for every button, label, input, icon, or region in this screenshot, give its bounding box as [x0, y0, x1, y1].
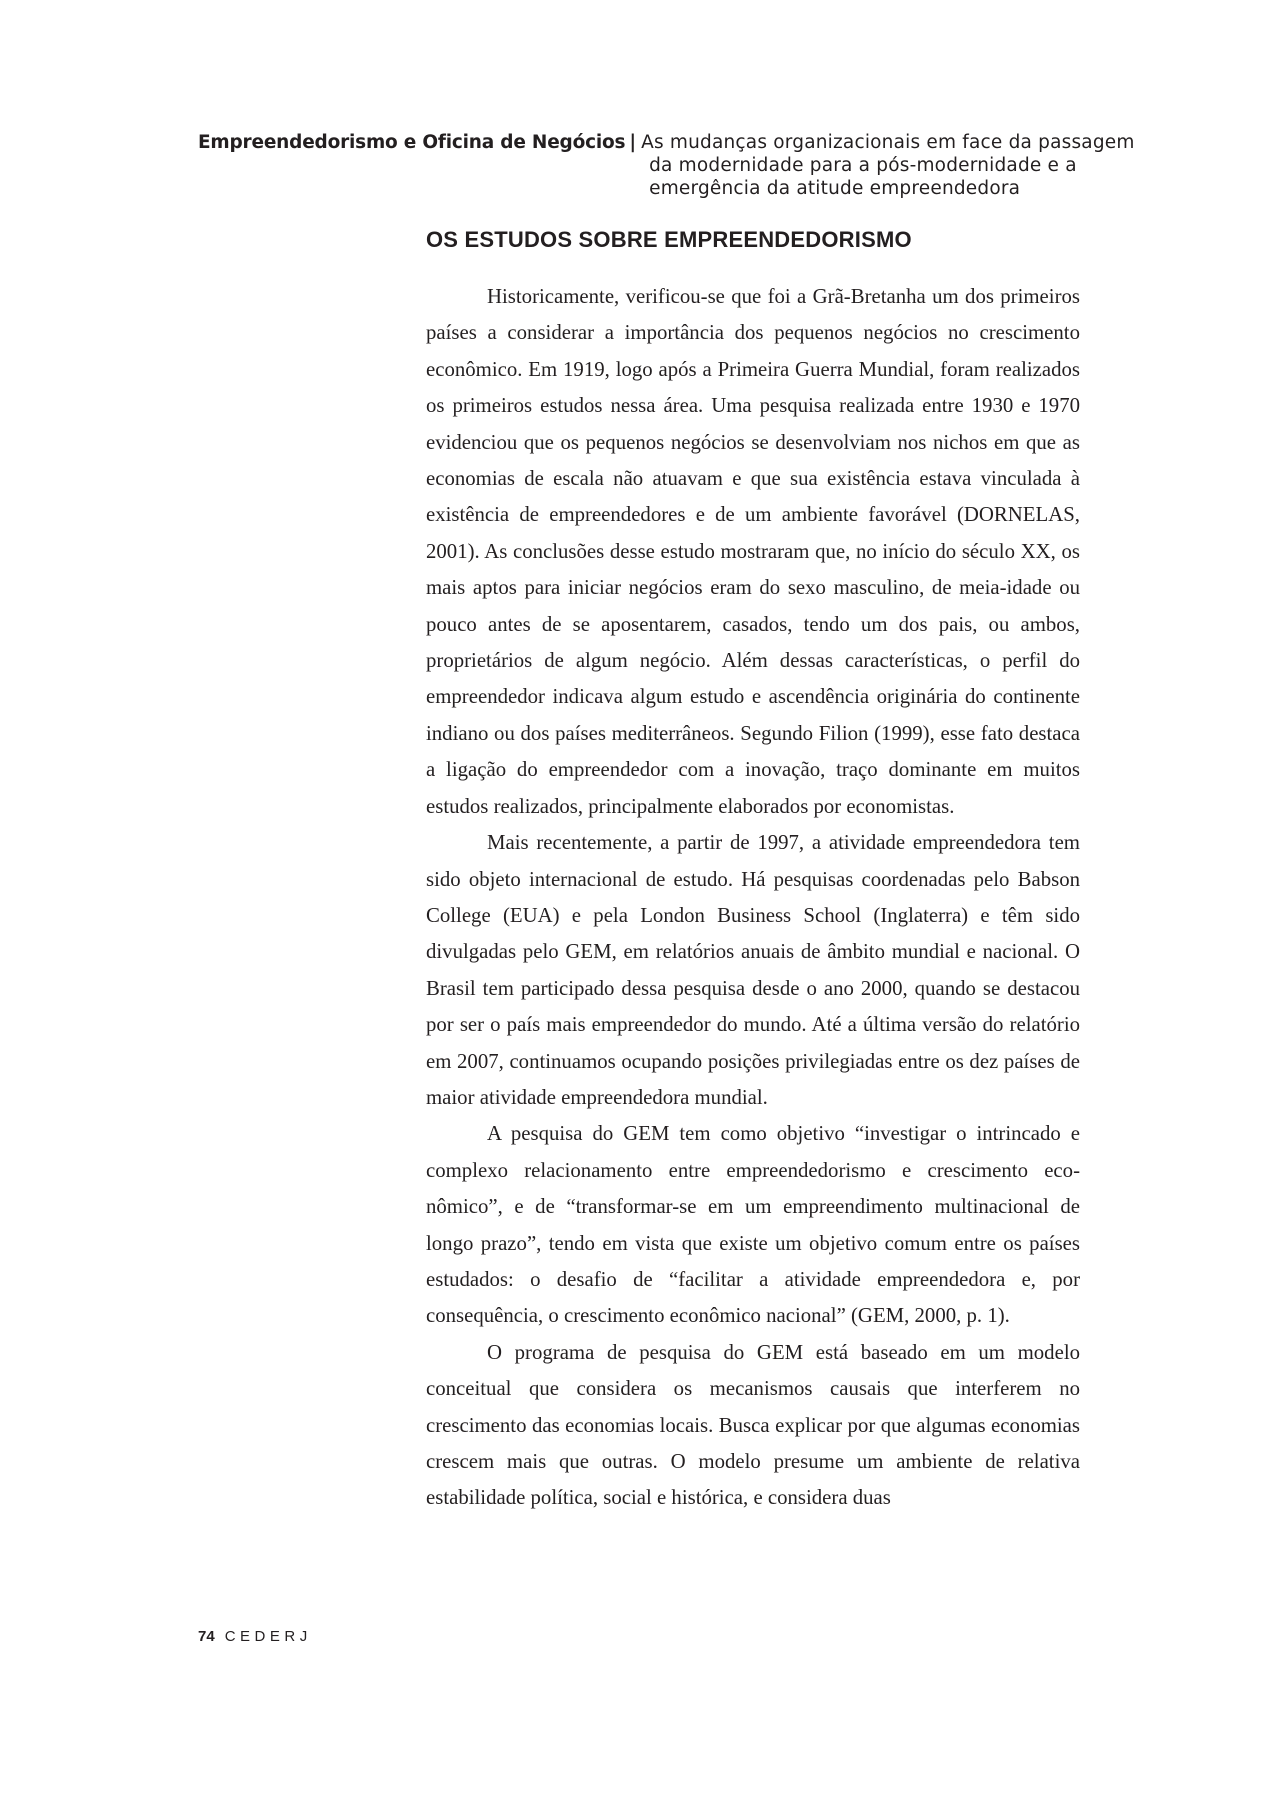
- header-chapter-title: [641, 131, 1134, 200]
- paragraph: A pesquisa do GEM tem como objetivo “investigar o intrincado e complexo relacionamento entre empreendedorismo e crescimento econômico”, e de “transformar-se em um empreendimento multinacional de longo prazo”, tendo em vista que existe um objetivo comum entre os países estudados: o desafio de “facilitar a atividade empreendedora e, por consequência, o crescimento econômico nacional” (GEM, 2000, p. 1).: [426, 1122, 1080, 1328]
- header-chapter-line: emergência da atitude empreendedora: [649, 178, 1021, 199]
- section-title: OS ESTUDOS SOBRE EMPREENDEDORISMO: [426, 227, 912, 252]
- body-text: [426, 279, 1080, 1517]
- institution-name: CEDERJ: [224, 1628, 312, 1645]
- header-separator: |: [629, 132, 637, 153]
- header-chapter-line: As mudanças organizacionais em face da passagem: [641, 132, 1135, 153]
- paragraph: Historicamente, verificou-se que foi a Grã-Bretanha um dos primeiros países a considerar a importância dos pequenos negócios no crescimento econômico. Em 1919, logo após a Primeira Guerra Mundial, foram realizados os primeiros estudos nessa área. Uma pesquisa realizada entre 1930 e 1970 evidenciou que os pequenos negócios se desenvolviam nos nichos em que as economias de escala não atuavam e que sua existência estava vinculada à existência de empreendedores e de um ambiente favorável (DORNELAS, 2001). As conclusões desse estudo mostraram que, no início do século XX, os mais aptos para iniciar negócios eram do sexo masculino, de meia-idade ou pouco antes de se aposentarem, casados, tendo um dos pais, ou ambos, proprietários de algum negócio. Além dessas características, o perfil do empreendedor indicava algum estudo e ascendência originária do continente indiano ou dos países mediterrâneos. Segundo Filion (1999), esse fato destaca a ligação do empreendedor com a inovação, traço dominante em muitos estudos realizados, principalmente elaborados por economistas.: [426, 285, 1080, 818]
- header-chapter-line: da modernidade para a pós-modernidade e a: [649, 155, 1077, 176]
- header-book-title: Empreendedorismo e Oficina de Negócios: [198, 132, 626, 153]
- page-footer: [198, 1627, 312, 1647]
- paragraph: Mais recentemente, a partir de 1997, a atividade empreendedora tem sido objeto internacional de estudo. Há pesquisas coordenadas pelo Babson College (EUA) e pela London Business School (Inglaterra) e têm sido divulgadas pelo GEM, em relatórios anuais de âmbito mundial e nacional. O Brasil tem participado dessa pesquisa desde o ano 2000, quando se destacou por ser o país mais empreendedor do mundo. Até a última versão do relatório em 2007, continuamos ocupando posições privilegiadas entre os dez países de maior atividade empreendedora mundial.: [426, 831, 1080, 1109]
- paragraph: O programa de pesquisa do GEM está baseado em um modelo conceitual que considera os mecanismos causais que interferem no crescimento das economias locais. Busca explicar por que algumas economias crescem mais que outras. O modelo presume um ambiente de relativa estabilidade política, social e histórica, e considera duas: [426, 1340, 1080, 1510]
- running-header: [198, 131, 1135, 200]
- page-number: 74: [198, 1628, 215, 1645]
